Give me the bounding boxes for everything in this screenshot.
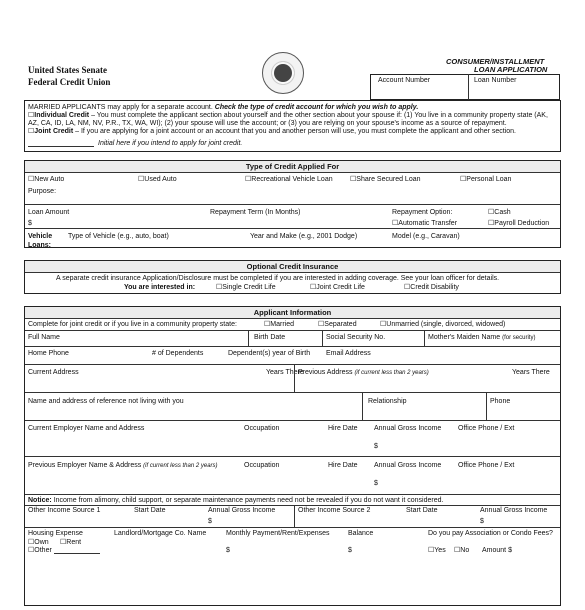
account-box-divider (468, 74, 469, 100)
personal-loan-label: Personal Loan (466, 176, 512, 183)
housing-own[interactable] (28, 539, 49, 546)
senate-seal-icon (262, 52, 304, 94)
reference-label: Name and address of reference not living with you (28, 398, 184, 405)
other-label: Other (34, 547, 52, 554)
marital-unmarried[interactable] (380, 321, 505, 328)
phone-label: Phone (490, 398, 511, 405)
housing-rent[interactable] (60, 539, 81, 546)
rent-checkbox[interactable]: ☐ (60, 539, 67, 546)
start-date-label-2: Start Date (406, 507, 438, 514)
years-there-label-1: Years There (266, 369, 304, 376)
joint-life-checkbox[interactable]: ☐ (310, 284, 317, 291)
monthly-payment-dollar: $ (226, 547, 230, 554)
other-income-2-label: Other Income Source 2 (298, 507, 371, 514)
monthly-payment-label: Monthly Payment/Rent/Expenses (226, 530, 330, 537)
individual-credit-label: Individual Credit (34, 112, 90, 119)
credit-option-used-auto[interactable] (138, 176, 177, 183)
unmarried-label: Unmarried (single, divorced, widowed) (386, 321, 506, 328)
insurance-joint[interactable] (310, 284, 365, 291)
repayment-option-label: Repayment Option: (392, 209, 453, 216)
dependents-age-label: Dependent(s) year of Birth (228, 350, 311, 357)
association-label: Do you pay Association or Condo Fees? (428, 530, 553, 537)
balance-dollar: $ (348, 547, 352, 554)
no-checkbox[interactable]: ☐ (454, 547, 461, 554)
previous-employer-label (28, 462, 218, 469)
model-label: Model (e.g., Caravan) (392, 233, 460, 240)
joint-credit-text: – If you are applying for a joint account or an account that you and another person will use, you must complete the applicant and other section. (75, 128, 517, 135)
previous-address-text: Previous Address (298, 369, 353, 376)
marital-married[interactable] (264, 321, 294, 328)
married-checkbox[interactable]: ☐ (264, 321, 271, 328)
other-housing-line[interactable] (54, 553, 100, 554)
association-no[interactable] (454, 547, 469, 554)
disability-label: Credit Disability (410, 284, 459, 291)
home-phone-label: Home Phone (28, 350, 69, 357)
check-type-text: Check the type of credit account for which you wish to apply. (214, 104, 419, 111)
occupation-label-2: Occupation (244, 462, 280, 469)
annual-income-label-1: Annual Gross Income (374, 425, 442, 432)
credit-option-personal[interactable] (460, 176, 511, 183)
rv-loan-checkbox[interactable]: ☐ (245, 176, 252, 183)
other-income-dollar-2: $ (480, 518, 484, 525)
maiden-name-label (428, 334, 535, 341)
rv-loan-label: Recreational Vehicle Loan (251, 176, 333, 183)
account-number-label: Account Number (378, 77, 431, 84)
org-name-line1: United States Senate (28, 65, 107, 75)
disability-checkbox[interactable]: ☐ (404, 284, 411, 291)
married-label: Married (270, 321, 295, 328)
relationship-label: Relationship (368, 398, 407, 405)
unmarried-checkbox[interactable]: ☐ (380, 321, 387, 328)
joint-credit-line[interactable] (28, 128, 516, 135)
marital-separated[interactable] (318, 321, 357, 328)
type-of-credit-title: Type of Credit Applied For (25, 161, 560, 173)
current-employer-label: Current Employer Name and Address (28, 425, 145, 432)
own-checkbox[interactable]: ☐ (28, 539, 35, 546)
annual-income-label-2: Annual Gross Income (374, 462, 442, 469)
ssn-label: Social Security No. (326, 334, 386, 341)
notice-label: Notice: (28, 497, 52, 504)
loan-amount-label: Loan Amount (28, 209, 70, 216)
married-applicants-text: MARRIED APPLICANTS may apply for a separate account. (28, 104, 213, 111)
applicant-divider-5 (25, 420, 560, 421)
type-of-vehicle-label: Type of Vehicle (e.g., auto, boat) (68, 233, 169, 240)
auto-transfer-label: Automatic Transfer (398, 220, 458, 227)
maiden-name-note: (for security) (502, 335, 536, 341)
purpose-label: Purpose: (28, 188, 57, 195)
applicant-divider-3 (25, 364, 560, 365)
individual-credit-text: – You must complete the applicant section about yourself and the other section about your spouse if: (1) You live in a community property state (AK, (91, 112, 548, 119)
balance-label: Balance (348, 530, 374, 537)
vdiv-relationship (362, 392, 363, 420)
credit-row-divider1 (25, 204, 560, 205)
previous-employer-note: (if current less than 2 years) (143, 463, 218, 469)
applicant-divider-8 (25, 505, 560, 506)
vehicle-loans-label: Vehicle Loans: (28, 233, 53, 249)
yes-checkbox[interactable]: ☐ (428, 547, 435, 554)
separated-label: Separated (324, 321, 357, 328)
other-checkbox[interactable]: ☐ (28, 547, 35, 554)
housing-expense-label: Housing Expense (28, 530, 83, 537)
income-dollar-1: $ (374, 443, 378, 450)
hire-date-label-1: Hire Date (328, 425, 358, 432)
share-secured-checkbox[interactable]: ☐ (350, 176, 357, 183)
hire-date-label-2: Hire Date (328, 462, 358, 469)
repayment-auto-transfer[interactable] (392, 220, 457, 227)
year-make-label: Year and Make (e.g., 2001 Dodge) (250, 233, 358, 240)
repayment-term-label: Repayment Term (In Months) (210, 209, 301, 216)
personal-loan-checkbox[interactable]: ☐ (460, 176, 467, 183)
intro-line1 (28, 104, 418, 111)
no-label: No (460, 547, 470, 554)
individual-credit-text2: AZ, CA, ID, LA, NM, NV, P.R., TX, WA, WI); (2) your spouse will use the account; or (3) you are relying on your spouse's income as a source of repayment. (28, 120, 507, 127)
cash-checkbox[interactable]: ☐ (488, 209, 495, 216)
previous-employer-text: Previous Employer Name & Address (28, 462, 142, 469)
applicant-title: Applicant Information (25, 307, 560, 319)
initial-line[interactable] (28, 146, 94, 147)
credit-row-divider2 (25, 228, 560, 229)
separated-checkbox[interactable]: ☐ (318, 321, 325, 328)
vdiv-phone (486, 392, 487, 420)
start-date-label-1: Start Date (134, 507, 166, 514)
insurance-text: A separate credit insurance Application/Disclosure must be completed if you are interested in adding coverage. See your loan officer for details. (56, 275, 500, 282)
joint-credit-checkbox[interactable]: ☐ (28, 127, 35, 135)
association-amount-label: Amount $ (482, 547, 512, 554)
org-name-line2: Federal Credit Union (28, 77, 111, 87)
insurance-disability[interactable] (404, 284, 459, 291)
vdiv-birth (248, 330, 249, 346)
form-title-line1: CONSUMER/INSTALLMENT (446, 57, 545, 66)
years-there-label-2: Years There (512, 369, 550, 376)
credit-option-share-secured[interactable] (350, 176, 421, 183)
previous-address-label (298, 369, 429, 376)
current-address-label: Current Address (28, 369, 79, 376)
applicant-divider-7 (25, 494, 560, 495)
vdiv-maiden (424, 330, 425, 346)
other-annual-income-label-2: Annual Gross Income (480, 507, 548, 514)
office-phone-label-2: Office Phone / Ext (458, 462, 515, 469)
vdiv-other-income (294, 505, 295, 527)
full-name-label: Full Name (28, 334, 60, 341)
new-auto-checkbox[interactable]: ☐ (28, 176, 35, 183)
vdiv-ssn (322, 330, 323, 346)
applicant-divider-6 (25, 456, 560, 457)
office-phone-label-1: Office Phone / Ext (458, 425, 515, 432)
individual-credit-checkbox[interactable]: ☐ (28, 111, 35, 119)
applicant-divider-1 (25, 330, 560, 331)
landlord-label: Landlord/Mortgage Co. Name (114, 530, 207, 537)
loan-amount-dollar: $ (28, 220, 32, 227)
dependents-label: # of Dependents (152, 350, 204, 357)
applicant-divider-9 (25, 527, 560, 528)
previous-address-note: (if current less than 2 years) (354, 370, 429, 376)
loan-number-label: Loan Number (474, 77, 517, 84)
single-life-checkbox[interactable]: ☐ (216, 284, 223, 291)
individual-credit-line[interactable] (28, 112, 548, 119)
insurance-single[interactable] (216, 284, 276, 291)
auto-transfer-checkbox[interactable]: ☐ (392, 220, 399, 227)
repayment-payroll[interactable] (488, 220, 549, 227)
association-yes[interactable] (428, 547, 446, 554)
used-auto-checkbox[interactable]: ☐ (138, 176, 145, 183)
notice-line (28, 497, 443, 504)
other-annual-income-label-1: Annual Gross Income (208, 507, 276, 514)
applicant-divider-4 (25, 392, 560, 393)
repayment-cash[interactable] (488, 209, 511, 216)
applicant-divider-2 (25, 346, 560, 347)
birth-date-label: Birth Date (254, 334, 286, 341)
joint-life-label: Joint Credit Life (316, 284, 365, 291)
single-life-label: Single Credit Life (222, 284, 276, 291)
complete-joint-text: Complete for joint credit or if you live in a community property state: (28, 321, 237, 328)
other-income-dollar-1: $ (208, 518, 212, 525)
maiden-name-text: Mother's Maiden Name (428, 334, 501, 341)
housing-other[interactable] (28, 547, 52, 554)
initial-here-text: Initial here if you intend to apply for joint credit. (98, 140, 243, 147)
form-title-line2: LOAN APPLICATION (474, 65, 548, 74)
payroll-checkbox[interactable]: ☐ (488, 220, 495, 227)
other-income-1-label: Other Income Source 1 (28, 507, 101, 514)
occupation-label-1: Occupation (244, 425, 280, 432)
credit-option-rv[interactable] (245, 176, 333, 183)
used-auto-label: Used Auto (144, 176, 177, 183)
income-dollar-2: $ (374, 480, 378, 487)
joint-credit-label: Joint Credit (34, 128, 74, 135)
new-auto-label: New Auto (34, 176, 65, 183)
interested-label: You are interested in: (124, 284, 196, 291)
own-label: Own (34, 539, 49, 546)
credit-option-new-auto[interactable] (28, 176, 64, 183)
vdiv-address (294, 364, 295, 392)
payroll-label: Payroll Deduction (494, 220, 550, 227)
email-label: Email Address (326, 350, 371, 357)
cash-label: Cash (494, 209, 511, 216)
share-secured-label: Share Secured Loan (356, 176, 421, 183)
insurance-title: Optional Credit Insurance (25, 261, 560, 273)
rent-label: Rent (66, 539, 82, 546)
yes-label: Yes (434, 547, 446, 554)
notice-text: Income from alimony, child support, or separate maintenance payments need not be revealed if you do not want it considered. (53, 497, 444, 504)
